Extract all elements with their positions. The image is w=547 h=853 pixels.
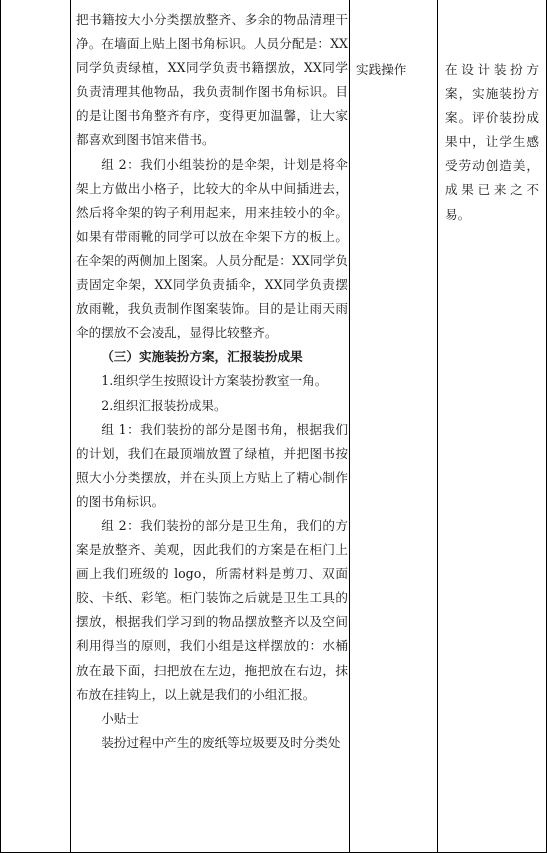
table-divider-3: [437, 0, 438, 853]
table-divider-1: [70, 0, 71, 853]
group2-plan: 组 2：我们小组装扮的是伞架，计划是将伞架上方做出小格子，比较大的伞从中间插进去，然后将伞架的钩子利用起来，用来挂较小的伞。如果有带雨靴的同学可以放在伞架下方的板上。在伞架的两侧加上图案。人员分配是：XX同学负责固定伞架，XX同学负责插伞，XX同学负责摆放雨靴，我负责制作图案装饰。目的是让雨天雨伞的摆放不会凌乱，显得比较整齐。: [76, 156, 348, 341]
process-content-cell: [76, 8, 348, 755]
design-intent-cell: 在设计装扮方案，实施装扮方案。评价装扮成果中，让学生感受劳动创造美，成果已来之不易。: [445, 62, 539, 222]
group1-plan-continued: 把书籍按大小分类摆放整齐、多余的物品清理干净。在墙面上贴上图书角标识。人员分配是：XX同学负责绿植，XX同学负责书籍摆放，XX同学负责清理其他物品，我负责制作图书角标识。目的是让图书角整齐有序，变得更加温馨，让大家都喜欢到图书馆来借书。: [76, 12, 348, 148]
section-heading: （三）实施装扮方案，汇报装扮成果: [101, 349, 303, 365]
table-divider-2: [349, 0, 350, 853]
group2-report: 组 2：我们装扮的部分是卫生角，我们的方案是放整齐、美观，因此我们的方案是在柜门上画上我们班级的 logo，所需材料是剪刀、双面胶、卡纸、彩笔。柜门装饰之后就是卫生工具的摆放，根据我们学习到的物品摆放整齐以及空间利用得当的原则，我们小组是这样摆放的：水桶放在最下面，扫把放在左边，拖把放在右边，抹布放在挂钩上，以上就是我们的小组汇报。: [76, 517, 348, 702]
step-1: 1.组织学生按照设计方案装扮教室一角。: [101, 373, 328, 389]
tips-text: 装扮过程中产生的废纸等垃圾要及时分类处: [101, 734, 341, 750]
tips-heading: 小贴士: [101, 710, 139, 726]
activity-cell: 实践操作: [356, 62, 407, 77]
group1-report: 组 1：我们装扮的部分是图书角，根据我们的计划，我们在最顶端放置了绿植，并把图书按照大小分类摆放，并在头顶上方贴上了精心制作的图书角标识。: [76, 421, 348, 509]
table-border-left: [0, 0, 1, 853]
step-2: 2.组织汇报装扮成果。: [101, 397, 227, 413]
